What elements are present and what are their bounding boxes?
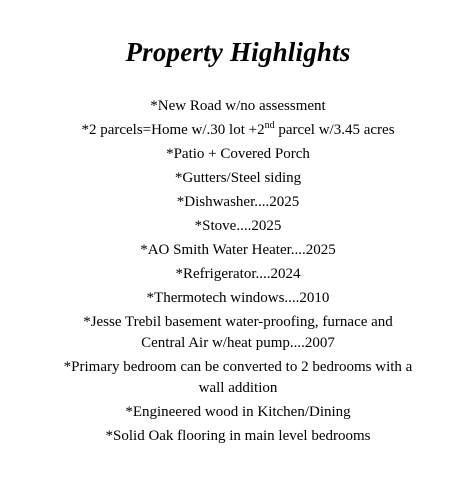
list-item-primary-bedroom (24, 357, 452, 399)
list-item-oak-flooring (24, 426, 452, 447)
list-item-text: *Dishwasher....2025 (176, 194, 300, 210)
list-item-water-heater (24, 240, 452, 261)
list-item-basement (24, 312, 452, 354)
list-item-parcels (24, 120, 452, 141)
list-item-dishwasher (24, 192, 452, 213)
list-item-text-line-1: *Jesse Trebil basement water-proofing, furnace and (83, 314, 393, 330)
list-item-text-line-1: *Primary bedroom can be converted to 2 bedrooms with a (63, 359, 413, 375)
highlights-list (24, 96, 452, 447)
list-item-text: *Solid Oak flooring in main level bedrooms (105, 428, 371, 444)
list-item-text (24, 120, 452, 141)
list-item-text: *AO Smith Water Heater....2025 (140, 242, 336, 258)
list-item-windows (24, 288, 452, 309)
list-item-engineered-wood (24, 402, 452, 423)
list-item-stove (24, 216, 452, 237)
ordinal-suffix: nd (264, 120, 275, 131)
page-title: Property Highlights (125, 37, 351, 67)
list-item-gutters (24, 168, 452, 189)
list-item-text: *Refrigerator....2024 (175, 266, 301, 282)
list-item-text: *Thermotech windows....2010 (146, 290, 330, 306)
list-item-refrigerator (24, 264, 452, 285)
list-item-text: *Engineered wood in Kitchen/Dining (125, 404, 351, 420)
list-item-text-line-2: Central Air w/heat pump....2007 (141, 335, 335, 351)
list-item-text: *Gutters/Steel siding (174, 170, 302, 186)
list-item-patio (24, 144, 452, 165)
list-item-text-line-2: wall addition (198, 380, 278, 396)
list-item-text-end: parcel w/3.45 acres (274, 122, 395, 138)
list-item-text: *Patio + Covered Porch (166, 146, 310, 162)
list-item-text: *New Road w/no assessment (150, 98, 326, 114)
list-item-new-road (24, 96, 452, 117)
list-item-text-start: *2 parcels=Home w/.30 lot +2 (81, 122, 265, 138)
list-item-text: *Stove....2025 (194, 218, 282, 234)
